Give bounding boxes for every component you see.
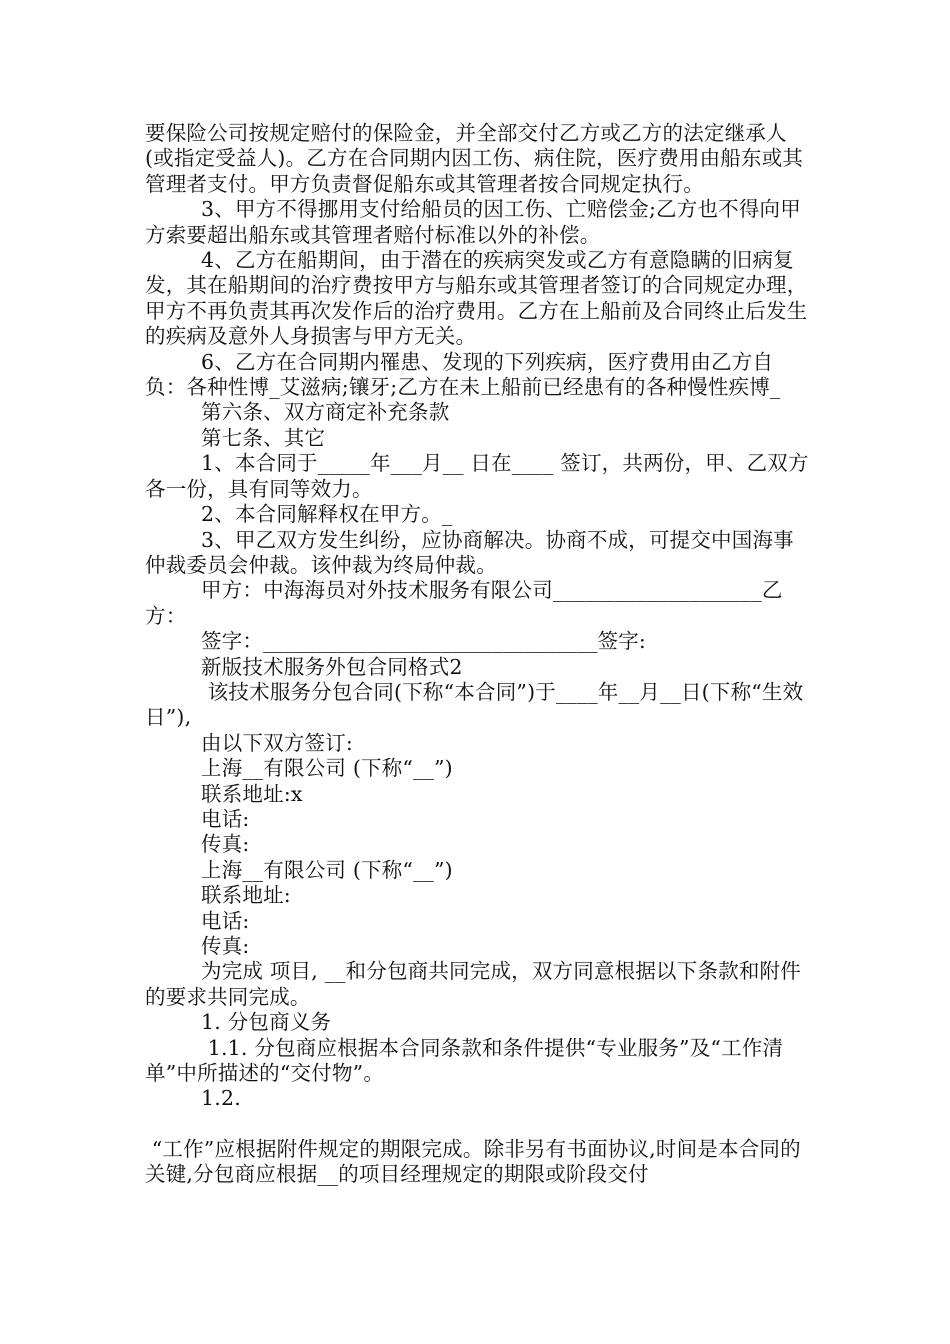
project-purpose: 为完成 项目, __和分包商共同完成，双方同意根据以下条款和附件的要求共同完成。: [145, 959, 801, 1009]
party-1-phone: 电话:: [201, 806, 250, 831]
contract-intro: 该技术服务分包合同(下称“本合同”)于____年__月__日(下称“生效日”),: [145, 679, 804, 730]
second-contract-title: 新版技术服务外包合同格式2: [201, 654, 463, 679]
section-1-1: 1.1. 分包商应根据本合同条款和条件提供“专业服务”及“工作清单”中所描述的“交付物”。: [145, 1035, 784, 1086]
party-2-address: 联系地址:: [201, 883, 291, 908]
party-2-name: 上海__有限公司 (下称“__”): [201, 857, 453, 882]
party-1-name: 上海__有限公司 (下称“__”): [201, 756, 453, 781]
party-2-fax: 传真:: [201, 934, 250, 958]
blank-gap: [145, 1112, 810, 1137]
work-deadline-paragraph: “工作”应根据附件规定的期限完成。除非另有书面协议,时间是本合同的关键,分包商应根据__的项目经理规定的期限或阶段交付: [145, 1136, 801, 1187]
article-6-heading: 第六条、双方商定补充条款: [201, 400, 450, 425]
paragraph-article-7-3: 3、甲乙双方发生纠纷，应协商解决。协商不成，可提交中国海事仲裁委员会仲裁。该仲裁为终局仲裁。: [145, 527, 794, 577]
section-1-heading: 1. 分包商义务: [201, 1010, 332, 1035]
document-body: [145, 121, 810, 1188]
paragraph-article-7-1: 1、本合同于_____年___月__ 日在____ 签订，共两份，甲、乙双方各一份，具有同等效力。: [145, 451, 809, 501]
paragraph-clause-4: 4、乙方在船期间，由于潜在的疾病突发或乙方有意隐瞒的旧病复发，其在船期间的治疗费按甲方与船东或其管理者签订的合同规定办理，甲方不再负责其再次发作后的治疗费用。乙方在上船前及合同终止后发生的疾病及意外人身损害与甲方无关。: [145, 248, 808, 349]
party-1-fax: 传真:: [201, 832, 250, 857]
signed-by-line: 由以下双方签订:: [201, 730, 354, 755]
paragraph-insurance: 要保险公司按规定赔付的保险金，并全部交付乙方或乙方的法定继承人(或指定受益人)。乙方在合同期内因工伤、病住院，医疗费用由船东或其管理者支付。甲方负责督促船东或其管理者按合同规定执行。: [145, 121, 804, 196]
party-2-phone: 电话:: [201, 908, 250, 933]
party-1-address: 联系地址:x: [201, 781, 303, 806]
party-a-line: 甲方：中海海员对外技术服务有限公司____________________乙方：: [145, 578, 783, 628]
paragraph-clause-6: 6、乙方在合同期内罹患、发现的下列疾病，医疗费用由乙方自负：各种性博_艾滋病;镶牙;乙方在未上船前已经患有的各种慢性疾博_: [145, 349, 781, 400]
paragraph-article-7-2: 2、本合同解释权在甲方。_: [201, 502, 453, 527]
article-7-heading: 第七条、其它: [201, 425, 326, 450]
signature-line: 签字：________________________________签字:: [201, 629, 647, 654]
paragraph-clause-3: 3、甲方不得挪用支付给船员的因工伤、亡赔偿金;乙方也不得向甲方索要超出船东或其管理者赔付标准以外的补偿。: [145, 197, 801, 247]
section-1-2: 1.2.: [201, 1086, 241, 1111]
